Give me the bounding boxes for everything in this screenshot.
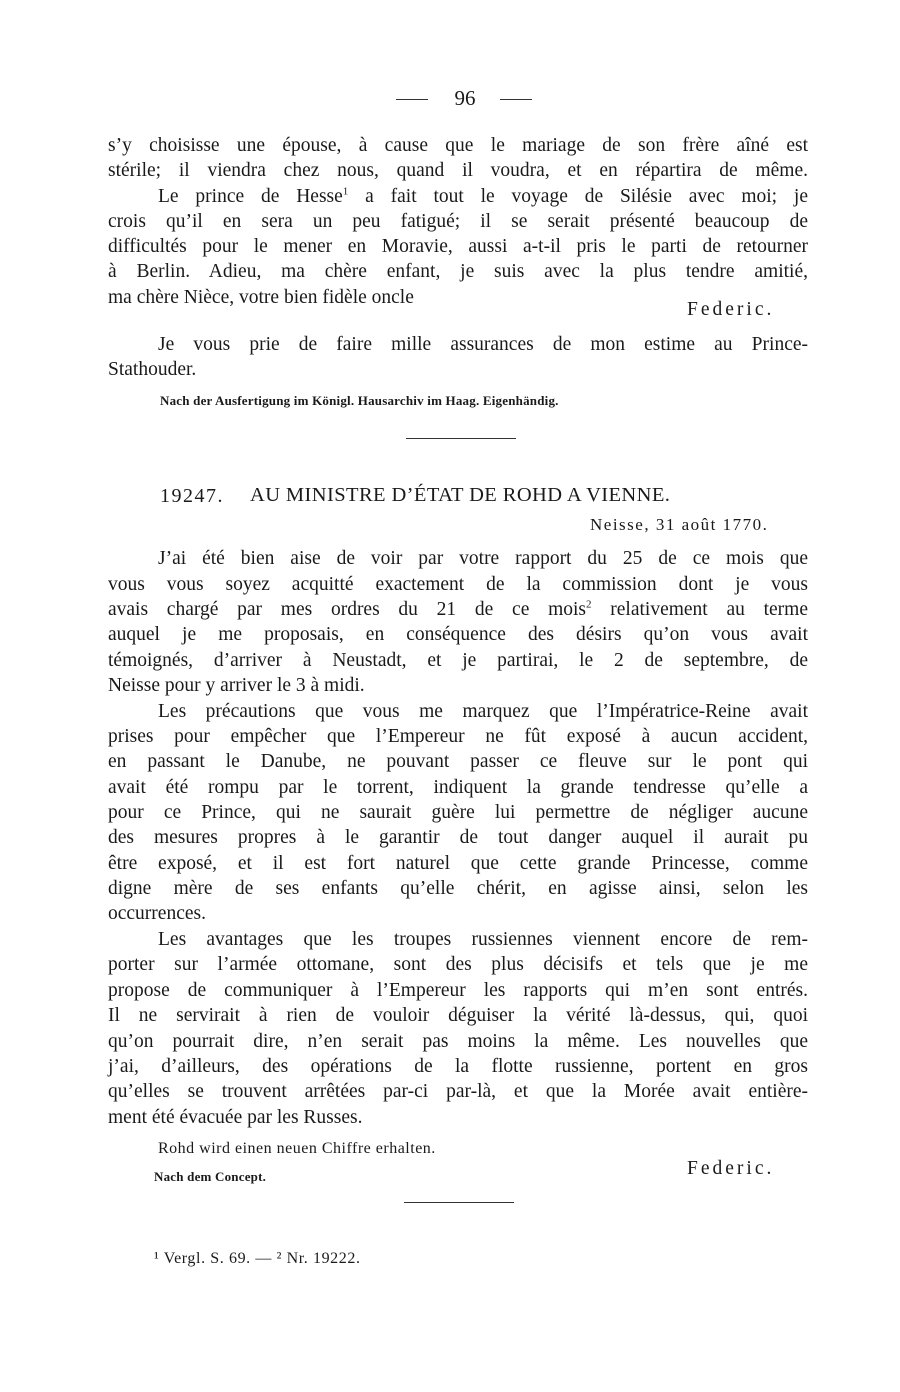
footnote-ref: 2 [586, 598, 592, 611]
text-line: digne mère de ses enfants qu’elle chérit, en agisse ainsi, selon les [108, 878, 808, 899]
header-rule-left [396, 99, 428, 100]
separator-rule [404, 1202, 514, 1203]
place-date: Neisse, 31 août 1770. [590, 515, 769, 534]
footnotes: ¹ Vergl. S. 69. — ² Nr. 19222. [154, 1250, 361, 1267]
signature: Federic. [687, 299, 775, 320]
text-line: ment été évacuée par les Russes. [108, 1107, 363, 1128]
source-note: Nach dem Concept. [154, 1169, 267, 1184]
text-line: j’ai, d’ailleurs, des opérations de la flotte russienne, portent en gros [108, 1056, 808, 1077]
page-number: 96 [454, 86, 476, 110]
cipher-note: Rohd wird einen neuen Chiffre erhalten. [158, 1140, 436, 1157]
text-line: à Berlin. Adieu, ma chère enfant, je suis avec la plus tendre amitié, [108, 261, 808, 282]
text-line: témoignés, d’arriver à Neustadt, et je partirai, le 2 de septembre, de [108, 650, 808, 671]
text-line: prises pour empêcher que l’Empereur ne fût exposé à aucun accident, [108, 726, 808, 747]
text-line: qu’elles se trouvent arrêtées par-ci par-là, et que la Morée avait entière- [108, 1081, 808, 1102]
header-rule-right [500, 99, 532, 100]
text-line: vous vous soyez acquitté exactement de la commission dont je vous [108, 574, 808, 595]
text-line: des mesures propres à le garantir de tout danger auquel il aurait pu [108, 827, 808, 848]
text-line: en passant le Danube, ne pouvant passer ce fleuve sur le pont qui [108, 751, 808, 772]
separator-rule [406, 438, 516, 439]
text-line: Il ne servirait à rien de vouloir déguiser la vérité là-dessus, qui, quoi [108, 1005, 808, 1026]
text-line: propose de communiquer à l’Empereur les rapports qui m’en sont entrés. [108, 980, 808, 1001]
text-line: J’ai été bien aise de voir par votre rapport du 25 de ce mois que [158, 548, 808, 569]
text-line: difficultés pour le mener en Moravie, aussi a-t-il pris le parti de retourner [108, 236, 808, 257]
letter-number: 19247. [160, 485, 224, 507]
text-line: Stathouder. [108, 359, 197, 380]
text-line: avais chargé par mes ordres du 21 de ce mois$^2$ relativement au terme [108, 598, 809, 620]
text-line: crois qu’il en sera un peu fatigué; il se serait présenté beaucoup de [108, 211, 808, 232]
footnote-ref: 1 [342, 185, 349, 198]
text-line: qu’on pourrait dire, n’en serait pas moins la même. Les nouvelles que [108, 1031, 808, 1052]
text-line: pour ce Prince, qui ne saurait guère lui permettre de négliger aucune [108, 802, 808, 823]
text-line: porter sur l’armée ottomane, sont des plus décisifs et tels que je me [108, 954, 808, 975]
text-line: ma chère Nièce, votre bien fidèle oncle [108, 287, 414, 308]
text-line: être exposé, et il est fort naturel que cette grande Princesse, comme [108, 853, 808, 874]
text-line: Je vous prie de faire mille assurances de mon estime au Prince- [158, 334, 808, 355]
letter-heading: AU MINISTRE D’ÉTAT DE ROHD A VIENNE. [250, 484, 671, 506]
text-line: s’y choisisse une épouse, à cause que le mariage de son frère aîné est [108, 135, 808, 156]
text-line: Neisse pour y arriver le 3 à midi. [108, 675, 365, 696]
text-line: stérile; il viendra chez nous, quand il voudra, et en répartira de même. [108, 160, 808, 181]
text-line: Les précautions que vous me marquez que l’Impératrice-Reine avait [158, 701, 808, 722]
text-line: Les avantages que les troupes russiennes viennent encore de rem- [158, 929, 808, 950]
text-line: occurrences. [108, 903, 206, 924]
signature: Federic. [687, 1158, 775, 1179]
text-line: auquel je me proposais, en conséquence des désirs qu’on vous avait [108, 624, 808, 645]
text-line: avait été rompu par le torrent, indiquent la grande tendresse qu’elle a [108, 777, 808, 798]
text-line: Le prince de Hesse$^1$ a fait tout le voyage de Silésie avec moi; je [158, 185, 808, 207]
source-note: Nach der Ausfertigung im Königl. Hausarchiv im Haag. Eigenhändig. [160, 393, 559, 408]
